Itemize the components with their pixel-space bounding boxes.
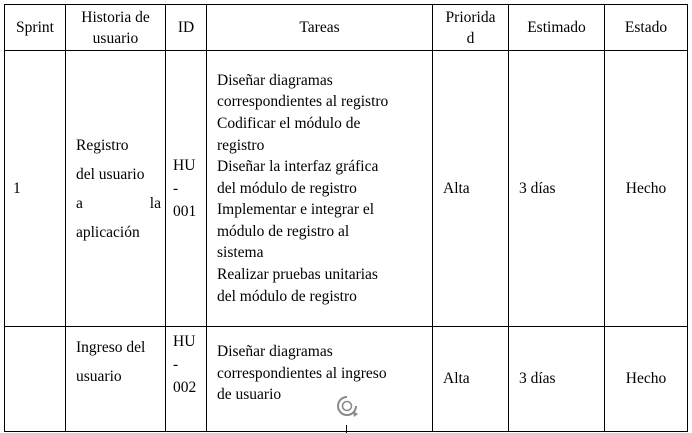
task-line: módulo de registro al xyxy=(217,222,350,240)
id-line: - xyxy=(173,180,179,197)
cell-sprint: 1 xyxy=(5,51,66,327)
header-historia-line: usuario xyxy=(92,29,139,47)
loading-cursor-icon xyxy=(334,393,360,419)
cell-estado: Hecho xyxy=(605,327,688,432)
cell-sprint xyxy=(5,327,66,432)
task-line: del módulo de registro xyxy=(217,179,357,197)
sprint-table xyxy=(4,4,688,432)
header-historia-line: Historia de xyxy=(81,8,150,26)
task-line: correspondientes al registro xyxy=(217,93,389,111)
task-line: Codificar el módulo de xyxy=(217,114,361,132)
cell-historia xyxy=(66,327,166,432)
historia-line: del usuario xyxy=(76,165,145,183)
task-line: sistema xyxy=(217,244,264,262)
task-line: registro xyxy=(217,136,265,154)
cell-historia xyxy=(66,51,166,327)
header-estimado: Estimado xyxy=(509,5,605,51)
historia-line: Ingreso del xyxy=(76,339,146,356)
id-line: 002 xyxy=(173,379,197,396)
historia-line: Registro xyxy=(76,136,129,154)
cell-prioridad: Alta xyxy=(433,327,509,432)
historia-line: a la xyxy=(76,194,161,212)
header-prioridad-line: Priorida xyxy=(445,8,496,26)
id-line: - xyxy=(173,356,179,373)
cell-estado: Hecho xyxy=(605,51,688,327)
cell-id xyxy=(166,51,207,327)
task-line: del módulo de registro xyxy=(217,287,357,305)
table-row xyxy=(5,51,688,327)
historia-line: aplicación xyxy=(76,223,140,241)
header-prioridad xyxy=(433,5,509,51)
header-prioridad-line: d xyxy=(466,29,475,47)
task-line: Diseñar diagramas xyxy=(217,71,333,89)
task-line: Implementar e integrar el xyxy=(217,201,375,219)
cell-estimado: 3 días xyxy=(509,51,605,327)
header-tareas: Tareas xyxy=(207,5,433,51)
id-line: 001 xyxy=(173,203,197,220)
cell-prioridad: Alta xyxy=(433,51,509,327)
task-line: de usuario xyxy=(217,386,282,404)
id-line: HU xyxy=(173,333,196,350)
task-line: Diseñar diagramas xyxy=(217,343,333,360)
id-line: HU xyxy=(173,157,196,174)
cell-estimado: 3 días xyxy=(509,327,605,432)
task-line: Realizar pruebas unitarias xyxy=(217,266,378,284)
historia-line: usuario xyxy=(76,368,122,385)
task-line: Diseñar la interfaz gráfica xyxy=(217,158,379,176)
header-estado: Estado xyxy=(605,5,688,51)
header-sprint: Sprint xyxy=(5,5,66,51)
cell-id xyxy=(166,327,207,432)
header-historia xyxy=(66,5,166,51)
task-line: correspondientes al ingreso xyxy=(217,364,387,382)
header-id: ID xyxy=(166,5,207,51)
cell-tareas xyxy=(207,327,433,432)
cell-tareas xyxy=(207,51,433,327)
header-row xyxy=(5,5,688,51)
